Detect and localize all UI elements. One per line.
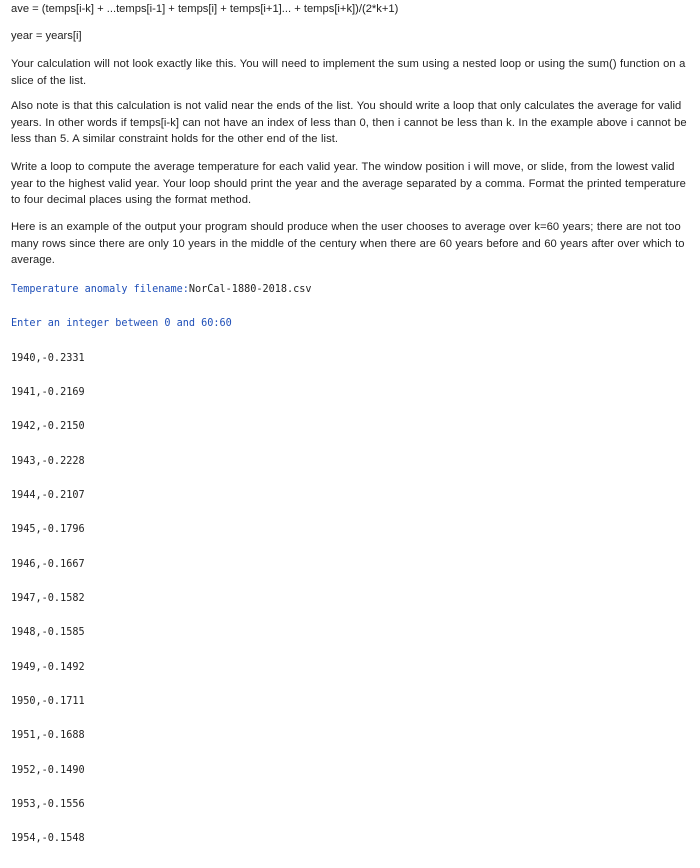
output-row: 1946,-0.1667 <box>11 558 85 570</box>
paragraph-example-intro: Here is an example of the output your program should produce when the user chooses to average over k=60 years; there are not too many rows since there are only 10 years in the middle of the century when there are 60 years before and 60 years after over which to average. <box>11 221 685 266</box>
integer-input-value: 60 <box>219 318 232 330</box>
output-row: 1943,-0.2228 <box>11 455 85 467</box>
output-row: 1951,-0.1688 <box>11 730 85 742</box>
filename-input-value: NorCal-1880-2018.csv <box>188 283 312 295</box>
output-row: 1944,-0.2107 <box>11 489 85 501</box>
integer-prompt: Enter an integer between 0 and 60: <box>11 318 220 330</box>
output-row: 1942,-0.2150 <box>11 421 85 433</box>
output-row: 1945,-0.1796 <box>11 524 85 536</box>
example-console-output <box>11 261 611 868</box>
output-row: 1947,-0.1582 <box>11 593 85 604</box>
year-formula: year = years[i] <box>11 30 82 42</box>
filename-prompt-line <box>11 284 611 295</box>
filename-prompt: Temperature anomaly filename: <box>11 283 189 295</box>
paragraph-implementation-note: Your calculation will not look exactly like this. You will need to implement the sum using a nested loop or using the sum() function on a slice of the list. <box>11 58 686 87</box>
paragraph-valid-range-note: Also note is that this calculation is not valid near the ends of the list. You should write a loop that only calculates the average for valid years. In other words if temps[i-k] can not have an index of less than 0, then i cannot be less than k. In the example above i cannot be less than 5. A similar constraint holds for the other end of the list. <box>11 100 687 145</box>
output-row: 1953,-0.1556 <box>11 799 85 811</box>
output-row: 1948,-0.1585 <box>11 627 85 639</box>
output-row: 1940,-0.2331 <box>11 352 85 364</box>
output-row: 1949,-0.1492 <box>11 661 85 673</box>
output-row: 1954,-0.1548 <box>11 833 85 845</box>
integer-prompt-line <box>11 318 611 329</box>
output-row: 1941,-0.2169 <box>11 386 85 398</box>
average-formula: ave = (temps[i-k] + ...temps[i-1] + temps[i] + temps[i+1]... + temps[i+k])/(2*k+1) <box>11 3 399 15</box>
output-row: 1950,-0.1711 <box>11 696 85 708</box>
paragraph-loop-instructions: Write a loop to compute the average temperature for each valid year. The window position i will move, or slide, from the lowest valid year to the highest valid year. Your loop should print the year and the average separated by a comma. Format the printed temperature to four decimal places using the format method. <box>11 161 686 206</box>
output-row: 1952,-0.1490 <box>11 764 85 776</box>
